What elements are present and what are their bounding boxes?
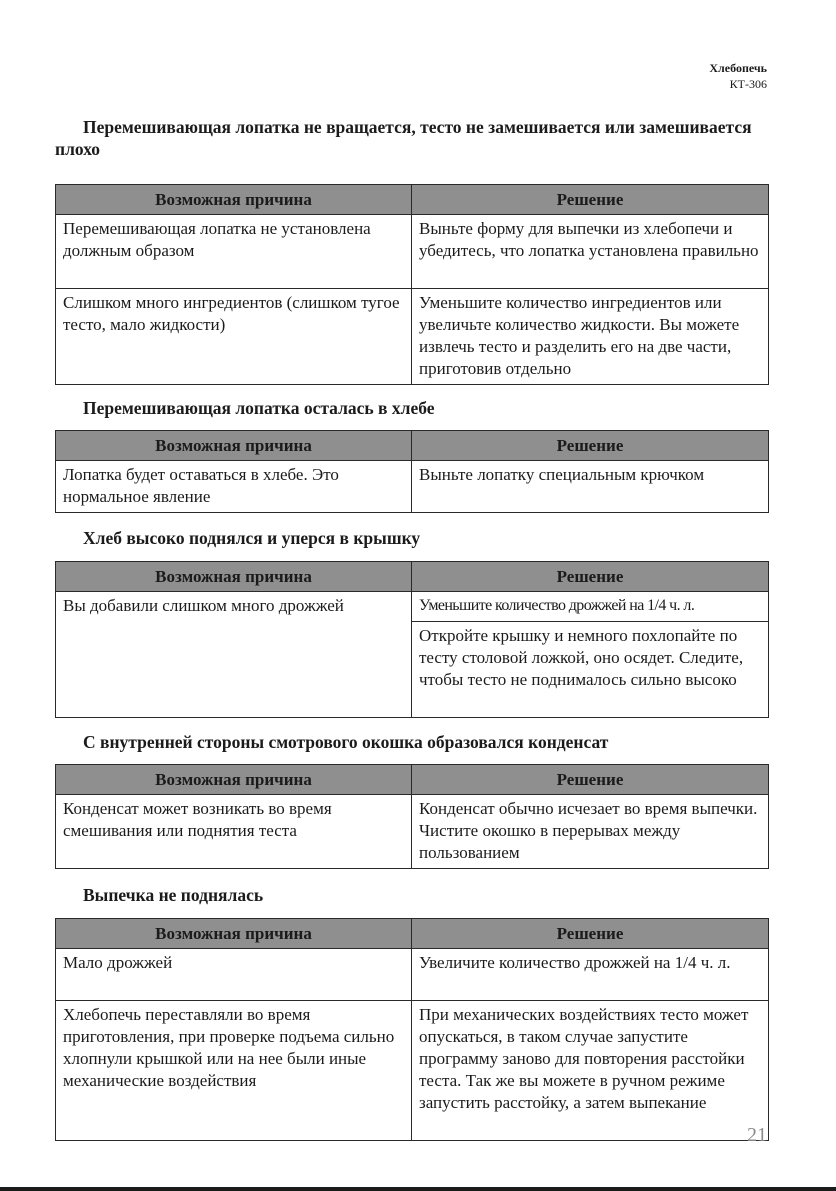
section-title: Перемешивающая лопатка не вращается, тесто не замешивается или замешивается плохо: [55, 117, 752, 159]
section-title: Перемешивающая лопатка осталась в хлебе: [83, 398, 435, 418]
table-row: [56, 289, 769, 385]
section-title: Выпечка не поднялась: [83, 885, 264, 905]
solution-column-header: Решение: [412, 431, 769, 461]
cause-cell: Мало дрожжей: [56, 949, 412, 1001]
product-name: Хлебопечь: [709, 61, 767, 75]
solution-cell: Уменьшите количество дрожжей на 1/4 ч. л.: [412, 592, 769, 622]
table-header-row: [56, 185, 769, 215]
section-title: С внутренней стороны смотрового окошка образовался конденсат: [83, 732, 609, 752]
cause-column-header: Возможная причина: [56, 185, 412, 215]
table-row: [56, 592, 769, 622]
page-number: 21: [747, 1124, 767, 1146]
troubleshooting-content: [55, 116, 768, 1141]
cause-cell: Хлебопечь переставляли во время приготовления, при проверке подъема сильно хлопнули крышкой или на нее были иные механические воздействия: [56, 1001, 412, 1141]
solution-cell: Конденсат обычно исчезает во время выпечки. Чистите окошко в перерывах между пользованием: [412, 795, 769, 869]
solution-cell: При механических воздействиях тесто может опускаться, в таком случае запустите программу заново для повторения расстойки теста. Так же вы можете в ручном режиме запустить расстойку, а затем выпекание: [412, 1001, 769, 1141]
table-row: [56, 795, 769, 869]
section-title: Хлеб высоко поднялся и уперся в крышку: [83, 528, 421, 548]
solution-cell: Выньте форму для выпечки из хлебопечи и убедитесь, что лопатка установлена правильно: [412, 215, 769, 289]
solution-column-header: Решение: [412, 765, 769, 795]
solution-cell: Выньте лопатку специальным крючком: [412, 461, 769, 513]
troubleshooting-table: [55, 918, 769, 1141]
cause-column-header: Возможная причина: [56, 765, 412, 795]
bottom-divider: [0, 1187, 836, 1191]
table-row: [56, 215, 769, 289]
cause-column-header: Возможная причина: [56, 562, 412, 592]
table-header-row: [56, 562, 769, 592]
cause-column-header: Возможная причина: [56, 919, 412, 949]
product-model: КТ-306: [729, 77, 767, 91]
cause-cell: Перемешивающая лопатка не установлена должным образом: [56, 215, 412, 289]
troubleshooting-table: [55, 764, 769, 869]
table-row: [56, 461, 769, 513]
table-row: [56, 1001, 769, 1141]
table-header-row: [56, 431, 769, 461]
cause-cell: Конденсат может возникать во время смешивания или поднятия теста: [56, 795, 412, 869]
troubleshooting-table: [55, 184, 769, 385]
troubleshooting-table: [55, 561, 769, 718]
table-row: [56, 949, 769, 1001]
cause-cell: Лопатка будет оставаться в хлебе. Это нормальное явление: [56, 461, 412, 513]
troubleshooting-table: [55, 430, 769, 513]
solution-cell: Откройте крышку и немного похлопайте по тесту столовой ложкой, оно осядет. Следите, чтобы тесто не поднималось сильно высоко: [412, 622, 769, 718]
table-header-row: [56, 765, 769, 795]
table-header-row: [56, 919, 769, 949]
cause-cell: Вы добавили слишком много дрожжей: [56, 592, 412, 718]
solution-column-header: Решение: [412, 919, 769, 949]
page-header: [709, 60, 767, 92]
solution-column-header: Решение: [412, 185, 769, 215]
solution-cell: Увеличите количество дрожжей на 1/4 ч. л.: [412, 949, 769, 1001]
solution-cell: Уменьшите количество ингредиентов или увеличьте количество жидкости. Вы можете извлечь тесто и разделить его на две части, приготовив отдельно: [412, 289, 769, 385]
cause-column-header: Возможная причина: [56, 431, 412, 461]
solution-column-header: Решение: [412, 562, 769, 592]
cause-cell: Слишком много ингредиентов (слишком тугое тесто, мало жидкости): [56, 289, 412, 385]
